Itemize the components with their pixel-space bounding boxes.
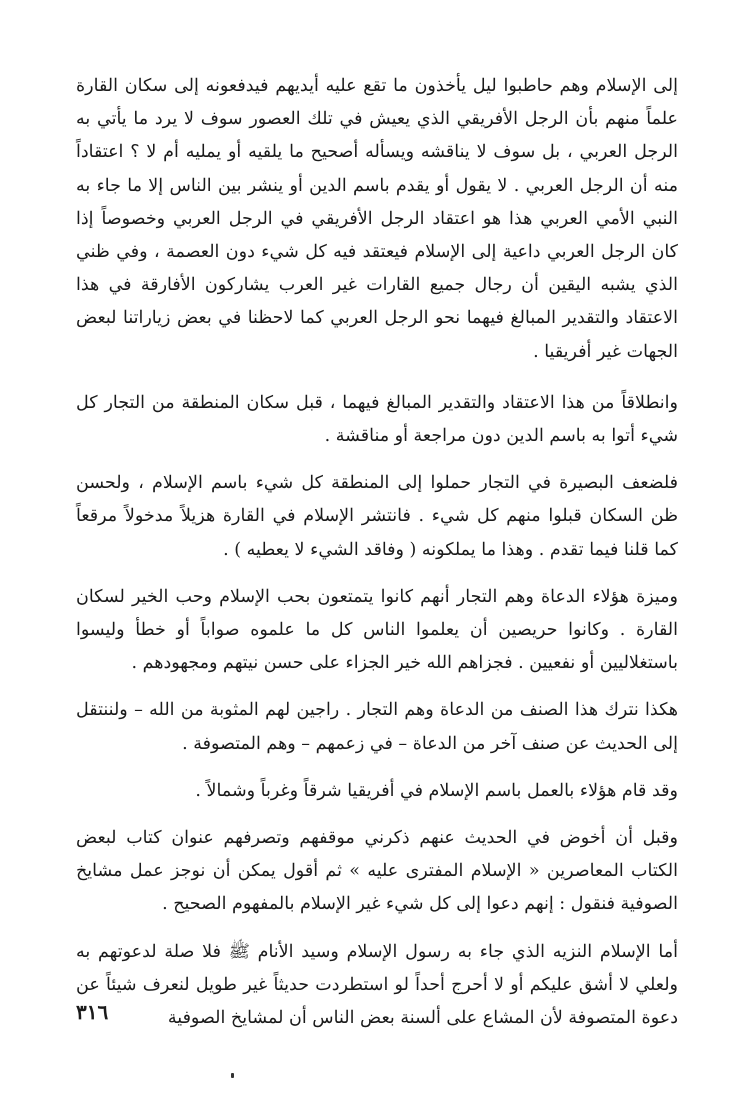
body-text xyxy=(76,70,678,1049)
paragraph-2: وانطلاقاً من هذا الاعتقاد والتقدير المبالغ فيهما ، قبل سكان المنطقة من التجار كل شيء أتوا به باسم الدين دون مراجعة أو مناقشة . xyxy=(76,392,678,447)
paragraph-3: فلضعف البصيرة في التجار حملوا إلى المنطقة كل شيء باسم الإسلام ، ولحسن ظن السكان قبلوا منهم كل شيء . فانتشر الإسلام في القارة هزيلاً مدخولاً مرقعاً كما قلنا فيما تقدم . وهذا ما يملكونه ( وفاقد الشيء لا يعطيه ) . xyxy=(76,473,678,560)
paragraph-5: هكذا نترك هذا الصنف من الدعاة وهم التجار . راجين لهم المثوبة من الله – ولننتقل إلى الحديث عن صنف آخر من الدعاة – في زعمهم – وهم المتصوفة . xyxy=(76,700,678,754)
paragraph-6: وقد قام هؤلاء بالعمل باسم الإسلام في أفريقيا شرقاً وغرباً وشمالاً . xyxy=(195,780,678,801)
paragraph-4: وميزة هؤلاء الدعاة وهم التجار أنهم كانوا يتمتعون بحب الإسلام وحب الخير لسكان القارة . وكانوا حريصين أن يعلموا الناس كل ما علموه صواباً أو خطأ وليسوا باستغلاليين أو نفعيين . فجزاهم الله خير الجزاء على حسن نيتهم ومجهودهم . xyxy=(76,586,678,674)
scan-speck xyxy=(231,1073,234,1078)
paragraph-1: إلى الإسلام وهم حاطبوا ليل يأخذون ما تقع عليه أيديهم فيدفعونه إلى سكان القارة علماً منهم بأن الرجل الأفريقي الذي يعيش في تلك العصور سوف لا يرد ما يأتي به الرجل العربي ، بل سوف لا يناقشه ويسأله أصحيح ما يلقيه أو يمليه أم لا ؟ اعتقاداً منه أن الرجل العربي . لا يقول أو يقدم باسم الدين أو ينشر بين الناس إلا ما جاء به النبي الأمي العربي هذا هو اعتقاد الرجل الأفريقي في الرجل العربي وخصوصاً إذا كان الرجل العربي داعية إلى الإسلام فيعتقد فيه كل شيء دون العصمة ، وفي ظني الذي يشبه اليقين أن رجال جميع القارات غير العرب يشاركون الأفارقة في هذا الاعتقاد والتقدير المبالغ فيهما نحو الرجل العربي كما لاحظنا في بعض زياراتنا لبعض الجهات غير أفريقيا . xyxy=(76,76,678,362)
page-number: ٣١٦ xyxy=(76,1000,109,1024)
paragraph-7: وقبل أن أخوض في الحديث عنهم ذكرني موقفهم وتصرفهم عنوان كتاب لبعض الكتاب المعاصرين « الإسلام المفترى عليه » ثم أقول يمكن أن نوجز عمل مشايخ الصوفية فنقول : إنهم دعوا إلى كل شيء غير الإسلام بالمفهوم الصحيح . xyxy=(76,828,678,915)
paragraph-8: أما الإسلام النزيه الذي جاء به رسول الإسلام وسيد الأنام ﷺ فلا صلة لدعوتهم به ولعلي لا أشق عليكم أو لا أحرج أحداً لو استطردت حديثاً غير طويل لنعرف شيئاً عن دعوة المتصوفة لأن المشاع على ألسنة بعض الناس أن لمشايخ الصوفية xyxy=(76,941,678,1029)
